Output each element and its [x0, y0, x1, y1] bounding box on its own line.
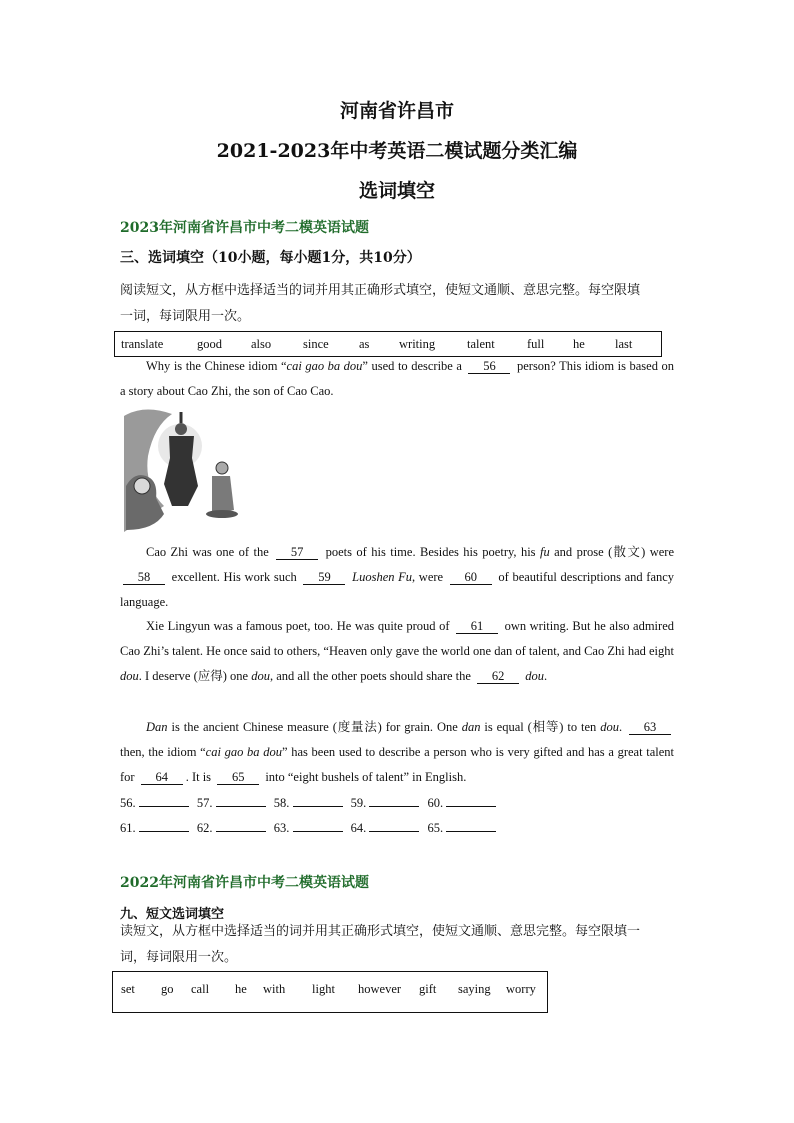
word-box-item: good: [197, 336, 222, 351]
text: of beautiful descriptions and fancy language.: [120, 570, 675, 609]
blank-65[interactable]: 65: [217, 770, 259, 785]
dou-term: dou: [525, 669, 544, 683]
text: is the ancient Chinese measure (度量法) for grain. One: [171, 720, 458, 734]
word-box-item: set: [121, 982, 135, 996]
word-box-item: he: [235, 982, 247, 996]
text: ” has been used to describe a person who is very gifted and has a great talent for: [120, 745, 674, 784]
answer-label: 56.: [120, 796, 136, 810]
text: .: [543, 669, 548, 683]
blank-59[interactable]: 59: [303, 570, 345, 585]
answer-field-59[interactable]: [369, 794, 419, 807]
blank-64[interactable]: 64: [141, 770, 183, 785]
text: into “eight bushels of talent” in English.: [265, 770, 467, 784]
text: Why is the Chinese idiom “: [146, 359, 287, 373]
text: Xie Lingyun was a famous poet, too. He was quite proud of: [146, 619, 450, 633]
answer-field-64[interactable]: [369, 819, 419, 832]
dan-term: Dan: [146, 720, 168, 734]
answer-field-61[interactable]: [139, 819, 189, 832]
blank-60[interactable]: 60: [450, 570, 492, 585]
section-2022-heading: 2022年河南省许昌市中考二模英语试题: [120, 875, 369, 891]
word-box-item: full: [527, 336, 545, 351]
answer-field-60[interactable]: [446, 794, 496, 807]
blank-63[interactable]: 63: [629, 720, 671, 735]
blank-58[interactable]: 58: [123, 570, 165, 585]
text: own writing. But he also admired Cao Zhi’s talent. He once said to others, “Heaven only gave the world one dan of talent, and Cao Zhi had eight: [120, 619, 675, 658]
dan-term: dan: [461, 720, 481, 734]
blank-57[interactable]: 57: [276, 545, 318, 560]
idiom-text: cai gao ba dou: [286, 359, 363, 373]
word-box-item: saying: [458, 982, 491, 996]
word-box-item: translate: [121, 336, 164, 351]
word-box-2022: [112, 971, 548, 1013]
answer-label: 57.: [196, 796, 213, 810]
word-box-item: with: [263, 982, 286, 996]
text: .: [618, 720, 623, 734]
answer-label: 60.: [427, 796, 444, 810]
answer-label: 64.: [350, 821, 367, 835]
answer-row-2: [120, 819, 501, 836]
answer-label: 61.: [120, 821, 136, 835]
seated-figure-head: [134, 478, 150, 494]
word-box-item: as: [359, 336, 370, 351]
word-box-item: also: [251, 336, 272, 351]
doc-title-topic: 选词填空: [358, 180, 435, 202]
dou-term: dou: [120, 669, 139, 683]
dou-term: dou: [600, 720, 619, 734]
text: is equal (相等) to ten: [484, 720, 597, 734]
word-box-item: gift: [419, 982, 437, 996]
answer-field-58[interactable]: [293, 794, 343, 807]
cao-zhi-illustration: [124, 406, 242, 532]
word-box-item: he: [573, 336, 585, 351]
instructions-line-1: 阅读短文，从方框中选择适当的词并用其正确形式填空，使短文通顺、意思完整。每空限填: [120, 283, 641, 298]
answer-field-56[interactable]: [139, 794, 189, 807]
answer-label: 58.: [273, 796, 290, 810]
blank-56[interactable]: 56: [468, 359, 510, 374]
text: excellent. His work such: [171, 570, 297, 584]
text: and prose (散文) were: [554, 545, 674, 559]
paragraph-1: [120, 354, 674, 404]
word-box-item: go: [161, 982, 174, 996]
answer-label: 62.: [196, 821, 213, 835]
text: , were: [412, 570, 444, 584]
answer-field-62[interactable]: [216, 819, 266, 832]
answer-field-63[interactable]: [293, 819, 343, 832]
doc-title-region: 河南省许昌市: [339, 100, 454, 122]
paragraph-2: [120, 540, 674, 615]
word-box-item: talent: [467, 336, 495, 351]
answer-field-57[interactable]: [216, 794, 266, 807]
word-box-item: writing: [399, 336, 436, 351]
word-box-item: however: [358, 982, 402, 996]
answer-row-1: [120, 794, 501, 811]
instructions-2022-line-2: 词，每词限用一次。: [120, 950, 238, 965]
instructions-2022-line-1: 读短文，从方框中选择适当的词并用其正确形式填空，使短文通顺、意思完整。每空限填一: [120, 924, 641, 939]
small-figure-head: [216, 462, 228, 474]
fu-term: fu: [539, 545, 550, 559]
text: ” used to describe a: [362, 359, 462, 373]
word-box-item: light: [312, 982, 335, 996]
blank-61[interactable]: 61: [456, 619, 498, 634]
text: . It is: [185, 770, 212, 784]
dou-term: dou: [251, 669, 270, 683]
word-box-item: since: [303, 336, 329, 351]
work-title: Luoshen Fu: [352, 570, 413, 584]
word-box-item: call: [191, 982, 210, 996]
word-box-item: worry: [506, 982, 536, 996]
text: person? This idiom is based on a story about Cao Zhi, the son of Cao Cao.: [120, 359, 674, 398]
text: then, the idiom “: [120, 745, 206, 759]
paragraph-4: [120, 715, 674, 790]
blank-62[interactable]: 62: [477, 669, 519, 684]
section-2022-part-title: 九、短文选词填空: [120, 907, 225, 922]
idiom-text: cai gao ba dou: [205, 745, 282, 759]
text: Cao Zhi was one of the: [146, 545, 269, 559]
answer-label: 59.: [350, 796, 367, 810]
answer-label: 63.: [273, 821, 290, 835]
paragraph-3: [120, 614, 674, 689]
answer-field-65[interactable]: [446, 819, 496, 832]
small-figure-base: [206, 510, 238, 518]
text: , and all the other poets should share the: [269, 669, 471, 683]
section-2023-heading: 2023年河南省许昌市中考二模英语试题: [120, 220, 369, 236]
doc-title-main: 2021-2023年中考英语二模试题分类汇编: [216, 140, 578, 162]
figure-head: [175, 423, 187, 435]
section-2023-part-title: 三、选词填空（10小题，每小题1分，共10分）: [120, 250, 421, 266]
text: . I deserve (应得) one: [138, 669, 249, 683]
word-box-item: last: [615, 336, 633, 351]
answer-label: 65.: [427, 821, 444, 835]
instructions-line-2: 一词，每词限用一次。: [120, 309, 251, 324]
text: poets of his time. Besides his poetry, his: [325, 545, 536, 559]
